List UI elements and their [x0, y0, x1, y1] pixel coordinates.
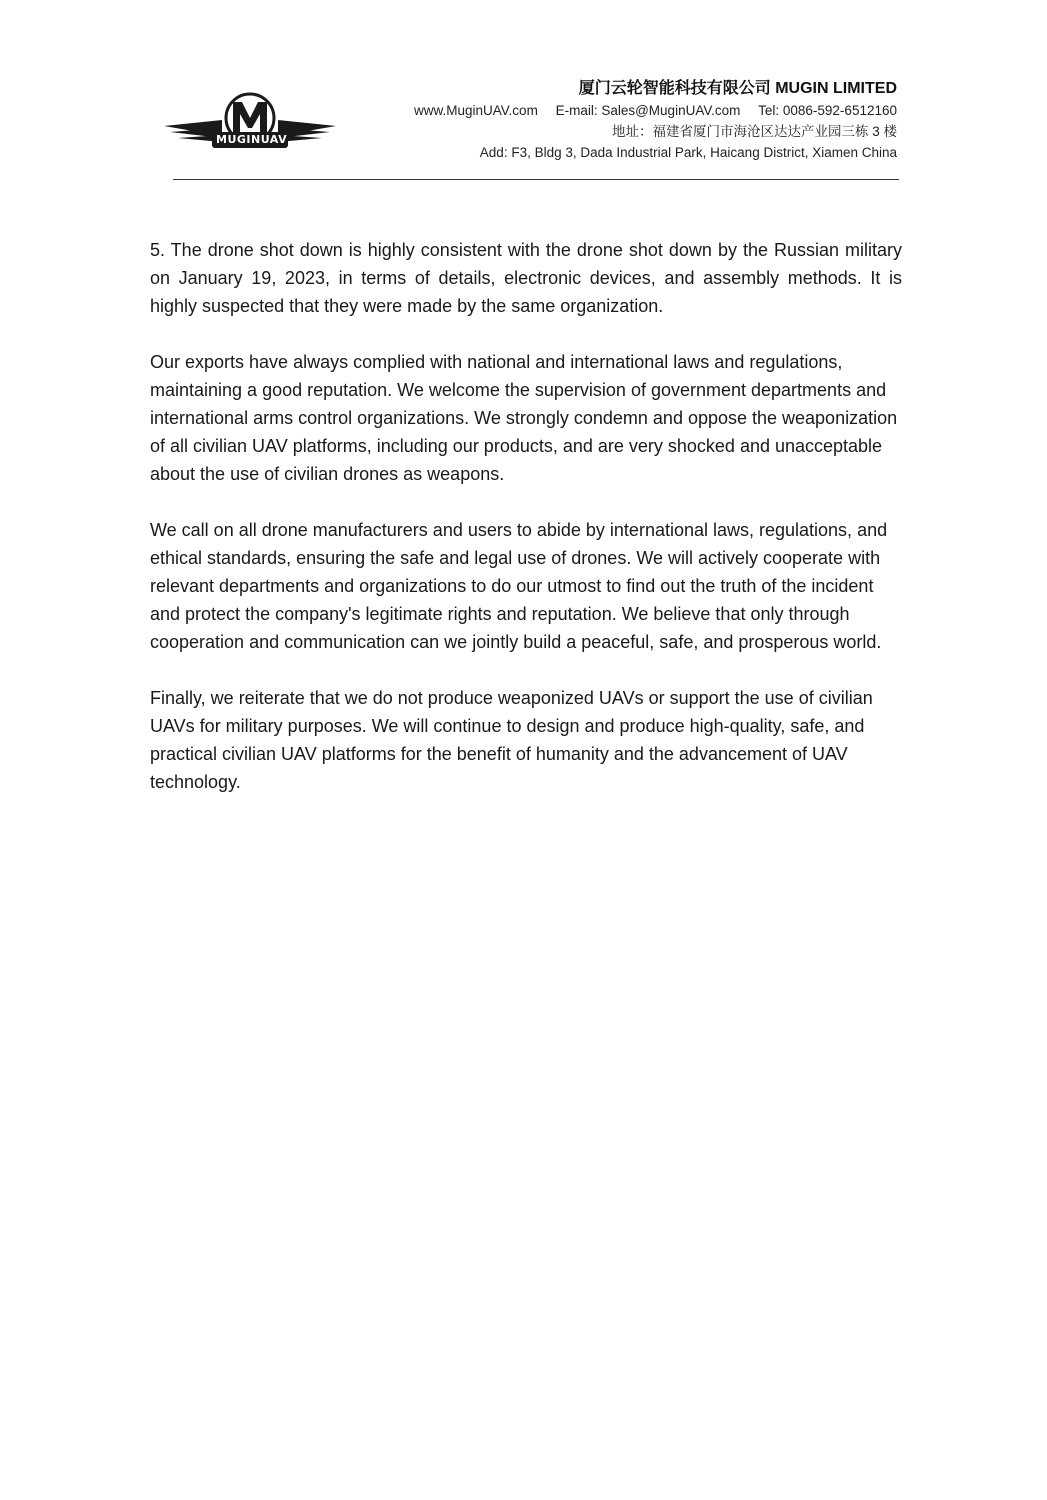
address-english: Add: F3, Bldg 3, Dada Industrial Park, Haicang District, Xiamen China — [479, 145, 897, 160]
company-name: 厦门云轮智能科技有限公司 MUGIN LIMITED — [578, 80, 897, 97]
letterhead-contact-block — [297, 78, 897, 163]
contact-line — [297, 100, 897, 121]
header-divider — [173, 179, 899, 180]
paragraph-call-to-manufacturers: We call on all drone manufacturers and users to abide by international laws, regulations, and ethical standards, ensuring the safe and legal use of drones. We will actively cooperate with relevant departments and organizations to do our utmost to find out the truth of the incident and protect the company's legitimate rights and reputation. We believe that only through cooperation and communication can we jointly build a peaceful, safe, and prosperous world. — [150, 520, 888, 652]
paragraph-exports-compliance: Our exports have always complied with national and international laws and regulations, maintaining a good reputation. We welcome the supervision of government departments and international arms control organizations. We strongly condemn and oppose the weaponization of all civilian UAV platforms, including our products, and are very shocked and unacceptable about the use of civilian drones as weapons. — [150, 352, 898, 484]
address-chinese: 地址：福建省厦门市海沧区达达产业园三栋 3 楼 — [611, 124, 897, 139]
paragraph-closing-statement: Finally, we reiterate that we do not produce weaponized UAVs or support the use of civilian UAVs for military purposes. We will continue to design and produce high-quality, safe, and practical civilian UAV platforms for the benefit of humanity and the advancement of UAV technology. — [150, 688, 873, 792]
telephone-number: Tel: 0086-592-6512160 — [758, 103, 897, 118]
letter-body — [150, 236, 902, 824]
paragraph-point-5: 5. The drone shot down is highly consistent with the drone shot down by the Russian military on January 19, 2023, in terms of details, electronic devices, and assembly methods. It is highly suspected that they were made by the same organization. — [150, 240, 902, 316]
email-link[interactable]: E-mail: Sales@MuginUAV.com — [555, 103, 741, 118]
logo-wordmark: MUGINUAV — [216, 133, 288, 146]
website-link[interactable]: www.MuginUAV.com — [414, 103, 538, 118]
